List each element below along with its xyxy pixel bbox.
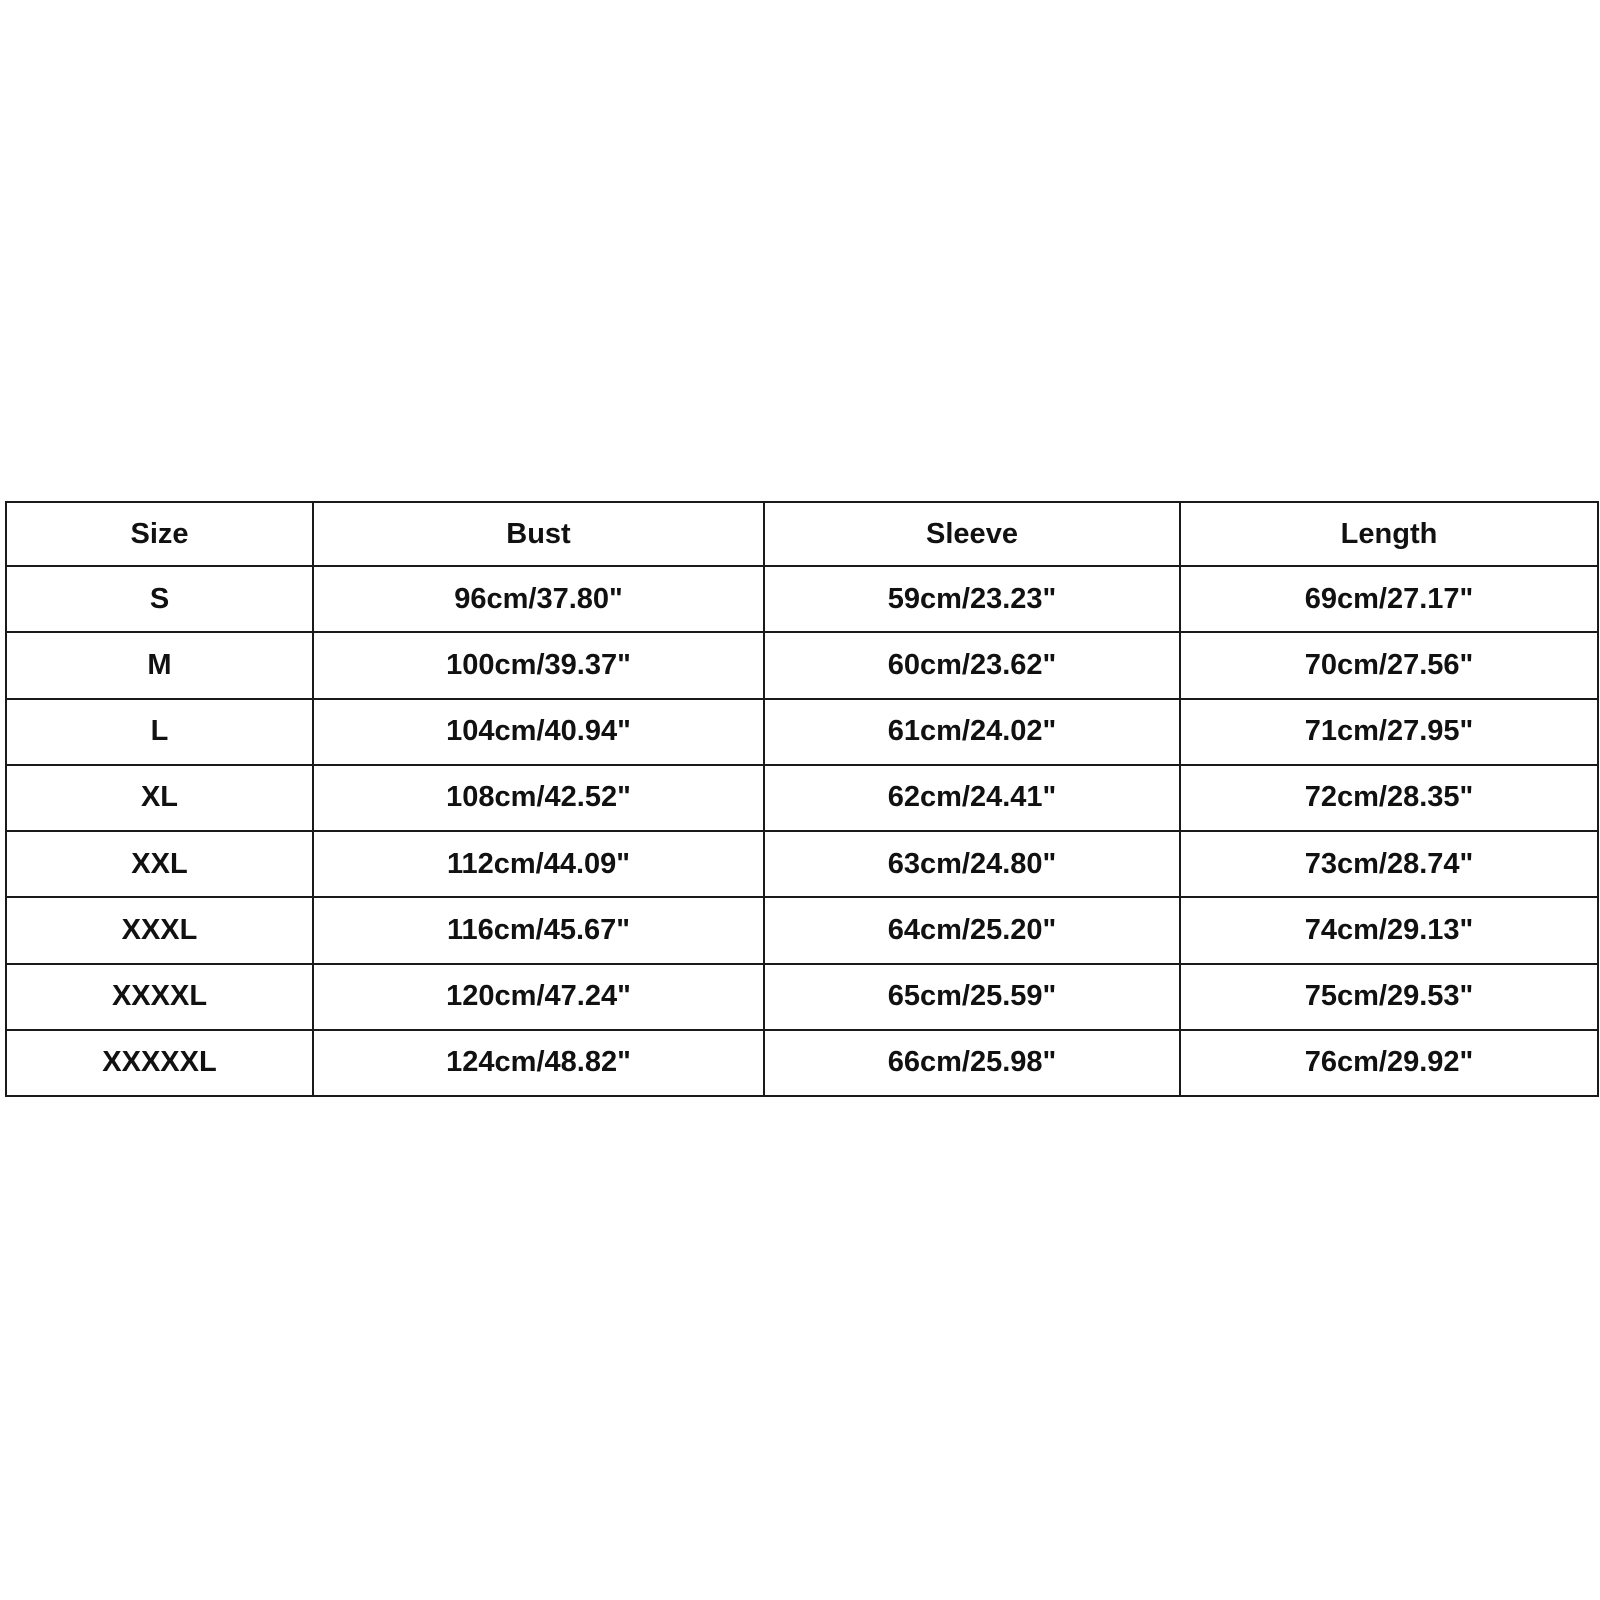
header-bust: Bust — [313, 502, 764, 566]
header-size: Size — [6, 502, 313, 566]
bust-cell: 116cm/45.67" — [313, 897, 764, 963]
size-cell: XXL — [6, 831, 313, 897]
bust-cell: 124cm/48.82" — [313, 1030, 764, 1096]
bust-cell: 112cm/44.09" — [313, 831, 764, 897]
size-cell: XXXXXL — [6, 1030, 313, 1096]
bust-cell: 96cm/37.80" — [313, 566, 764, 632]
sleeve-cell: 61cm/24.02" — [764, 699, 1180, 765]
table-row — [6, 964, 1598, 1030]
sleeve-cell: 59cm/23.23" — [764, 566, 1180, 632]
size-chart-table — [5, 501, 1599, 1097]
table-row — [6, 831, 1598, 897]
size-cell: XL — [6, 765, 313, 831]
size-cell: XXXXL — [6, 964, 313, 1030]
size-cell: XXXL — [6, 897, 313, 963]
table-row — [6, 765, 1598, 831]
header-length: Length — [1180, 502, 1598, 566]
length-cell: 75cm/29.53" — [1180, 964, 1598, 1030]
sleeve-cell: 60cm/23.62" — [764, 632, 1180, 698]
length-cell: 70cm/27.56" — [1180, 632, 1598, 698]
size-cell: M — [6, 632, 313, 698]
length-cell: 72cm/28.35" — [1180, 765, 1598, 831]
table-row — [6, 632, 1598, 698]
sleeve-cell: 65cm/25.59" — [764, 964, 1180, 1030]
length-cell: 76cm/29.92" — [1180, 1030, 1598, 1096]
length-cell: 73cm/28.74" — [1180, 831, 1598, 897]
length-cell: 71cm/27.95" — [1180, 699, 1598, 765]
table-row — [6, 566, 1598, 632]
header-sleeve: Sleeve — [764, 502, 1180, 566]
size-cell: S — [6, 566, 313, 632]
bust-cell: 120cm/47.24" — [313, 964, 764, 1030]
size-cell: L — [6, 699, 313, 765]
sleeve-cell: 66cm/25.98" — [764, 1030, 1180, 1096]
sleeve-cell: 64cm/25.20" — [764, 897, 1180, 963]
length-cell: 74cm/29.13" — [1180, 897, 1598, 963]
table-header-row — [6, 502, 1598, 566]
table-row — [6, 699, 1598, 765]
bust-cell: 104cm/40.94" — [313, 699, 764, 765]
sleeve-cell: 62cm/24.41" — [764, 765, 1180, 831]
length-cell: 69cm/27.17" — [1180, 566, 1598, 632]
sleeve-cell: 63cm/24.80" — [764, 831, 1180, 897]
bust-cell: 108cm/42.52" — [313, 765, 764, 831]
table-row — [6, 897, 1598, 963]
bust-cell: 100cm/39.37" — [313, 632, 764, 698]
table-row — [6, 1030, 1598, 1096]
